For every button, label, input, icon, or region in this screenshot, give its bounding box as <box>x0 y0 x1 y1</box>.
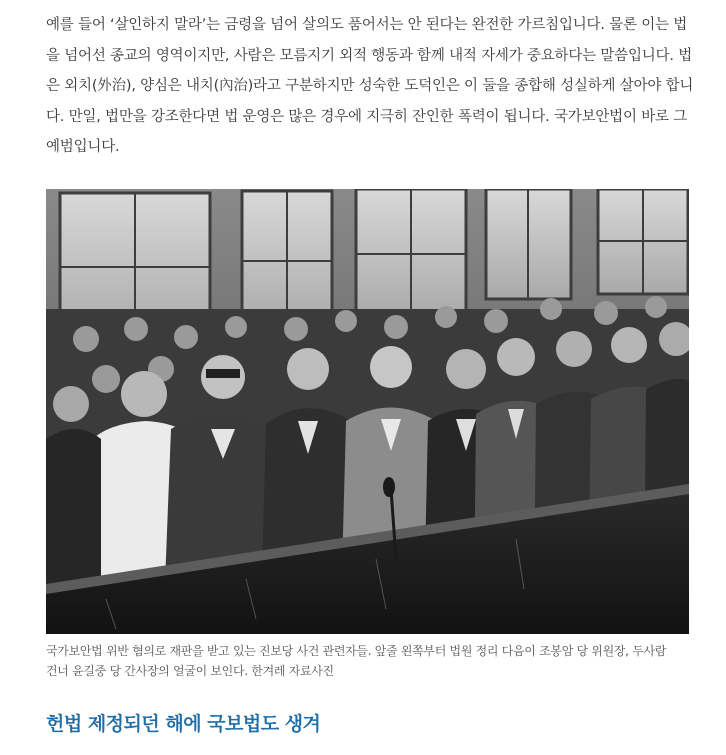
section-subheading: 헌법 제정되던 해에 국보법도 생겨 <box>46 713 321 735</box>
article-photo <box>46 189 689 634</box>
body-line: 을 넘어선 종교의 영역이지만, 사람은 모름지기 외적 행동과 함께 내적 자세가 중요하다는 말씀입니다. 법 <box>46 47 693 64</box>
body-line: 은 외치(外治), 양심은 내치(內治)라고 구분하지만 성숙한 도덕인은 이 둘을 종합해 성실하게 살아야 합니 <box>46 78 694 94</box>
body-line: 예범입니다. <box>46 139 120 155</box>
photo-caption <box>46 641 696 681</box>
courtroom-photo-illustration <box>46 189 689 634</box>
caption-line: 건너 윤길중 당 간사장의 얼굴이 보인다. 한겨레 자료사진 <box>46 664 334 678</box>
body-line: 다. 만일, 법만을 강조한다면 법 운영은 많은 경우에 지극히 잔인한 폭력이 됩니다. 국가보안법이 바로 그 <box>46 108 688 125</box>
body-line: 예를 들어 ‘살인하지 말라’는 금령을 넘어 살의도 품어서는 안 된다는 완전한 가르침입니다. 물론 이는 법 <box>46 17 688 33</box>
caption-line: 국가보안법 위반 혐의로 재판을 받고 있는 진보당 사건 관련자들. 앞줄 왼쪽부터 법원 정리 다음이 조봉암 당 위원장, 두사람 <box>46 644 667 658</box>
body-paragraph <box>46 10 694 163</box>
